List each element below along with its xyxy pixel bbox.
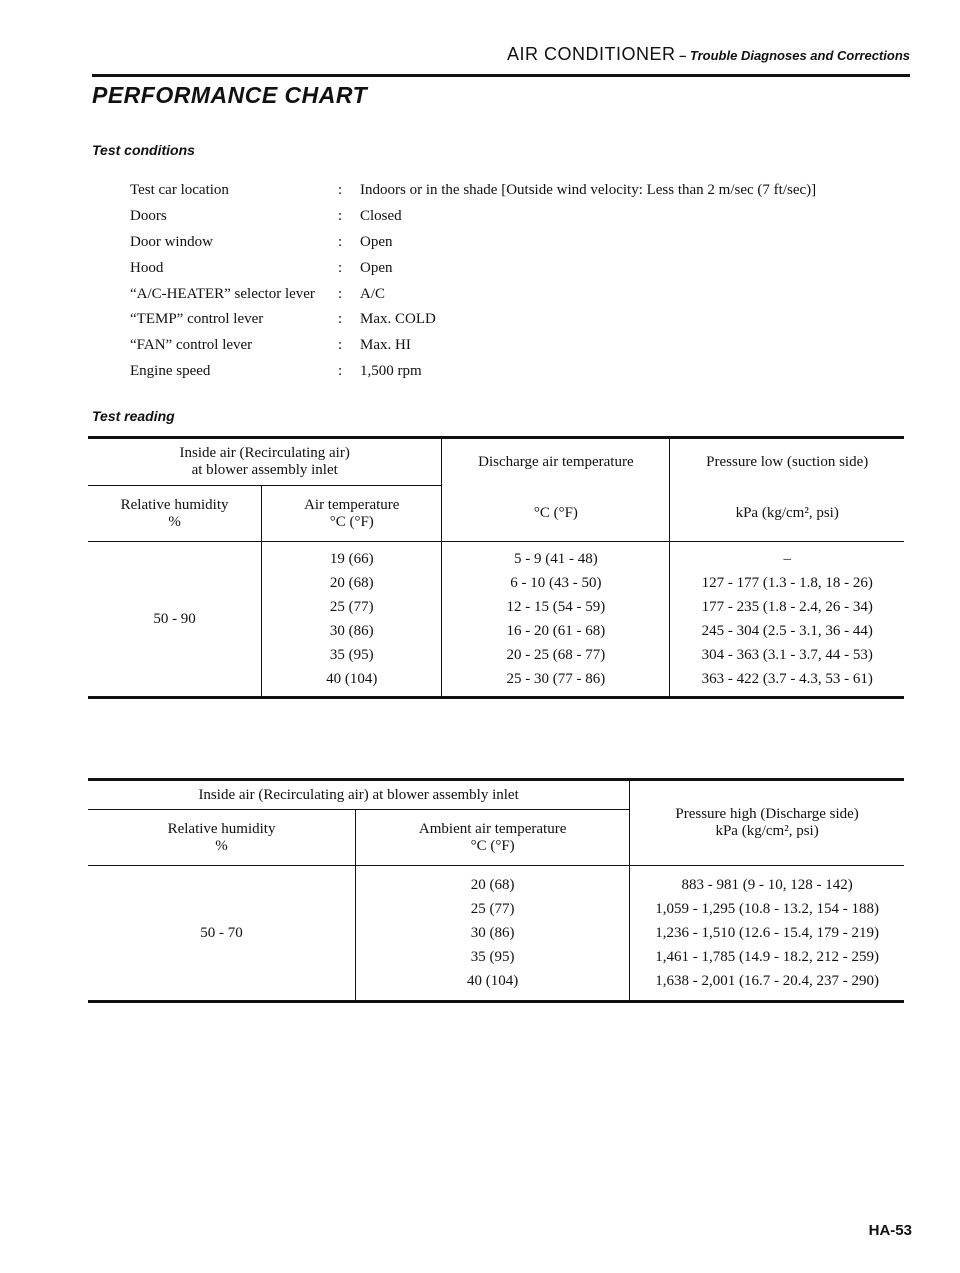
table-cell: 40 (104) [326, 671, 378, 687]
humidity-value: 50 - 70 [88, 866, 356, 1002]
pressure-high-header [630, 780, 904, 866]
table-cell: 19 (66) [329, 551, 374, 567]
test-reading-heading: Test reading [92, 408, 175, 424]
table-cell: 35 (95) [470, 949, 515, 965]
discharge-temp-column [442, 542, 670, 698]
table-cell: 25 (77) [470, 901, 515, 917]
header-line: Inside air (Recirculating air) [179, 445, 350, 461]
condition-value: A/C [360, 285, 386, 302]
condition-value: Indoors or in the shade [Outside wind velocity: Less than 2 m/sec (7 ft/sec)] [360, 182, 817, 199]
condition-value: Open [360, 233, 393, 250]
condition-label: Door window [130, 233, 213, 250]
condition-row [130, 333, 890, 359]
air-temp-header [262, 486, 442, 542]
header-line: Air temperature [304, 496, 400, 513]
table-cell: 1,461 - 1,785 (14.9 - 18.2, 212 - 259) [655, 949, 879, 965]
table-cell: 6 - 10 (43 - 50) [510, 575, 602, 591]
colon: : [338, 208, 343, 225]
condition-row [130, 230, 890, 256]
ambient-temp-header [356, 810, 630, 866]
header-line: at blower assembly inlet [191, 462, 338, 478]
header-line: kPa (kg/cm², psi) [715, 823, 819, 839]
discharge-unit: °C (°F) [442, 486, 670, 542]
condition-value: Max. HI [360, 337, 411, 354]
condition-label: Test car location [130, 182, 229, 199]
colon: : [338, 285, 343, 302]
pressure-high-column [630, 866, 904, 1002]
header-subtitle: – Trouble Diagnoses and Corrections [675, 48, 910, 63]
table-cell: 304 - 363 (3.1 - 3.7, 44 - 53) [701, 647, 873, 663]
table-cell: – [783, 551, 791, 567]
table-cell: 1,059 - 1,295 (10.8 - 13.2, 154 - 188) [655, 901, 879, 917]
table-cell: 20 (68) [329, 575, 374, 591]
table-cell: 35 (95) [329, 647, 374, 663]
condition-row [130, 359, 890, 385]
condition-value: Closed [360, 208, 402, 225]
page-number: HA-53 [868, 1222, 912, 1239]
condition-label: Hood [130, 259, 164, 276]
table-cell: 40 (104) [467, 973, 519, 989]
header-section-title: AIR CONDITIONER [506, 44, 676, 64]
condition-value: 1,500 rpm [360, 362, 422, 379]
ambient-temp-column [356, 866, 630, 1002]
test-conditions-heading: Test conditions [92, 142, 195, 158]
colon: : [338, 259, 343, 276]
condition-label: “TEMP” control lever [130, 311, 264, 328]
table-cell: 1,638 - 2,001 (16.7 - 20.4, 237 - 290) [655, 973, 879, 989]
air-temp-column [262, 542, 442, 698]
colon: : [338, 182, 343, 199]
header-line: Ambient air temperature [418, 820, 567, 837]
header-line: °C (°F) [470, 837, 515, 854]
condition-label: “A/C-HEATER” selector lever [130, 285, 315, 302]
table-cell: 12 - 15 (54 - 59) [506, 599, 606, 615]
table-cell: 30 (86) [329, 623, 374, 639]
table-cell: 127 - 177 (1.3 - 1.8, 18 - 26) [701, 575, 873, 591]
colon: : [338, 233, 343, 250]
table-cell: 20 (68) [470, 877, 515, 893]
table-cell: 5 - 9 (41 - 48) [514, 551, 598, 567]
condition-label: Engine speed [130, 362, 211, 379]
table-cell: 20 - 25 (68 - 77) [506, 647, 606, 663]
colon: : [338, 337, 343, 354]
condition-row [130, 178, 890, 204]
condition-label: “FAN” control lever [130, 337, 253, 354]
test-conditions-list [130, 178, 890, 384]
table-cell: 245 - 304 (2.5 - 3.1, 36 - 44) [701, 623, 873, 639]
page-header [92, 44, 910, 77]
header-line: Relative humidity [120, 496, 229, 513]
inside-air-header: Inside air (Recirculating air) at blower assembly inlet [88, 780, 630, 810]
table-cell: 30 (86) [470, 925, 515, 941]
colon: : [338, 362, 343, 379]
header-line: % [215, 837, 228, 854]
table-cell: 25 - 30 (77 - 86) [506, 671, 606, 687]
pressure-low-unit: kPa (kg/cm², psi) [670, 486, 904, 542]
condition-value: Open [360, 259, 393, 276]
table-cell: 363 - 422 (3.7 - 4.3, 53 - 61) [701, 671, 873, 687]
header-line: °C (°F) [329, 513, 374, 530]
condition-value: Max. COLD [360, 311, 436, 328]
humidity-header [88, 810, 356, 866]
header-line: Pressure high (Discharge side) [675, 806, 859, 822]
condition-row [130, 255, 890, 281]
inside-air-header [88, 438, 442, 486]
colon: : [338, 311, 343, 328]
pressure-low-column [670, 542, 904, 698]
table-cell: 25 (77) [329, 599, 374, 615]
header-line: Relative humidity [167, 820, 276, 837]
pressure-low-header: Pressure low (suction side) [670, 438, 904, 486]
header-line: % [168, 513, 181, 530]
humidity-value: 50 - 90 [153, 610, 196, 627]
humidity-header [88, 486, 262, 542]
low-pressure-table [88, 436, 904, 699]
page-title: PERFORMANCE CHART [92, 82, 368, 108]
table-cell: 1,236 - 1,510 (12.6 - 15.4, 179 - 219) [655, 925, 879, 941]
condition-row [130, 281, 890, 307]
table-cell: 883 - 981 (9 - 10, 128 - 142) [681, 877, 853, 893]
discharge-temp-header: Discharge air temperature [442, 438, 670, 486]
table-cell: 177 - 235 (1.8 - 2.4, 26 - 34) [701, 599, 873, 615]
table-cell: 16 - 20 (61 - 68) [506, 623, 606, 639]
condition-row [130, 307, 890, 333]
high-pressure-table [88, 778, 904, 1003]
condition-row [130, 204, 890, 230]
condition-label: Doors [130, 208, 167, 225]
